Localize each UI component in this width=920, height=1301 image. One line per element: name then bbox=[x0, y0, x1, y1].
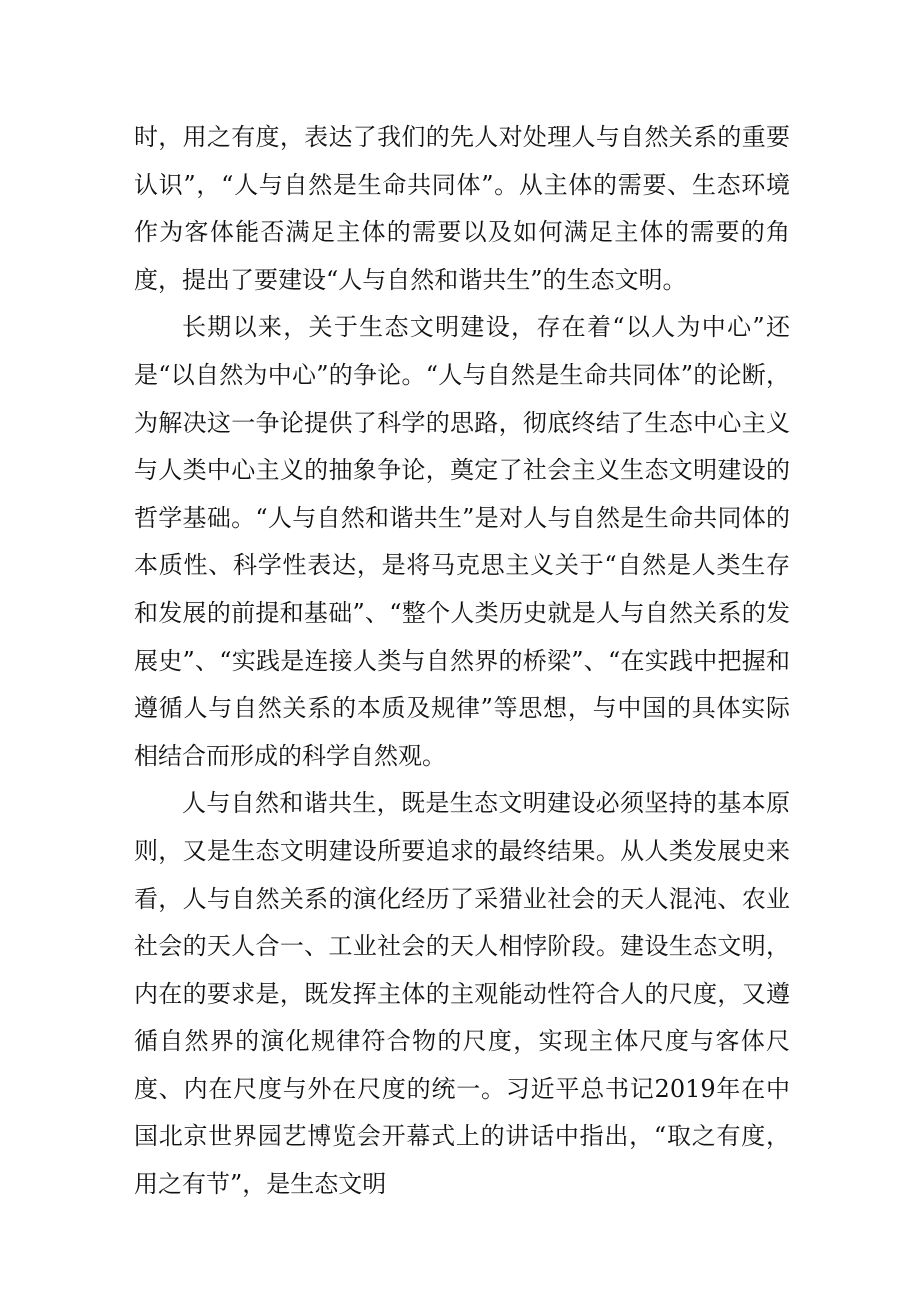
article-body bbox=[134, 114, 790, 1209]
paragraph-continuation: 时，用之有度，表达了我们的先人对处理人与自然关系的重要认识”，“人与自然是生命共同体”。从主体的需要、生态环境作为客体能否满足主体的需要以及如何满足主体的需要的角度，提出了要建设“人与自然和谐共生”的生态文明。 bbox=[134, 123, 790, 294]
paragraph-ecological-debate: 长期以来，关于生态文明建设，存在着“以人为中心”还是“以自然为中心”的争论。“人与自然是生命共同体”的论断，为解决这一争论提供了科学的思路，彻底终结了生态中心主义与人类中心主义的抽象争论，奠定了社会主义生态文明建设的哲学基础。“人与自然和谐共生”是对人与自然是生命共同体的本质性、科学性表达，是将马克思主义关于“自然是人类生存和发展的前提和基础”、“整个人类历史就是人与自然关系的发展史”、“实践是连接人类与自然界的桥梁”、“在实践中把握和遵循人与自然关系的本质及规律”等思想，与中国的具体实际相结合而形成的科学自然观。 bbox=[134, 313, 790, 770]
paragraph-harmonious-coexistence: 人与自然和谐共生，既是生态文明建设必须坚持的基本原则，又是生态文明建设所要追求的最终结果。从人类发展史来看，人与自然关系的演化经历了采猎业社会的天人混沌、农业社会的天人合一、工业社会的天人相悖阶段。建设生态文明，内在的要求是，既发挥主体的主观能动性符合人的尺度，又遵循自然界的演化规律符合物的尺度，实现主体尺度与客体尺度、内在尺度与外在尺度的统一。习近平总书记2019年在中国北京世界园艺博览会开幕式上的讲话中指出，“取之有度，用之有节”，是生态文明 bbox=[134, 789, 790, 1199]
